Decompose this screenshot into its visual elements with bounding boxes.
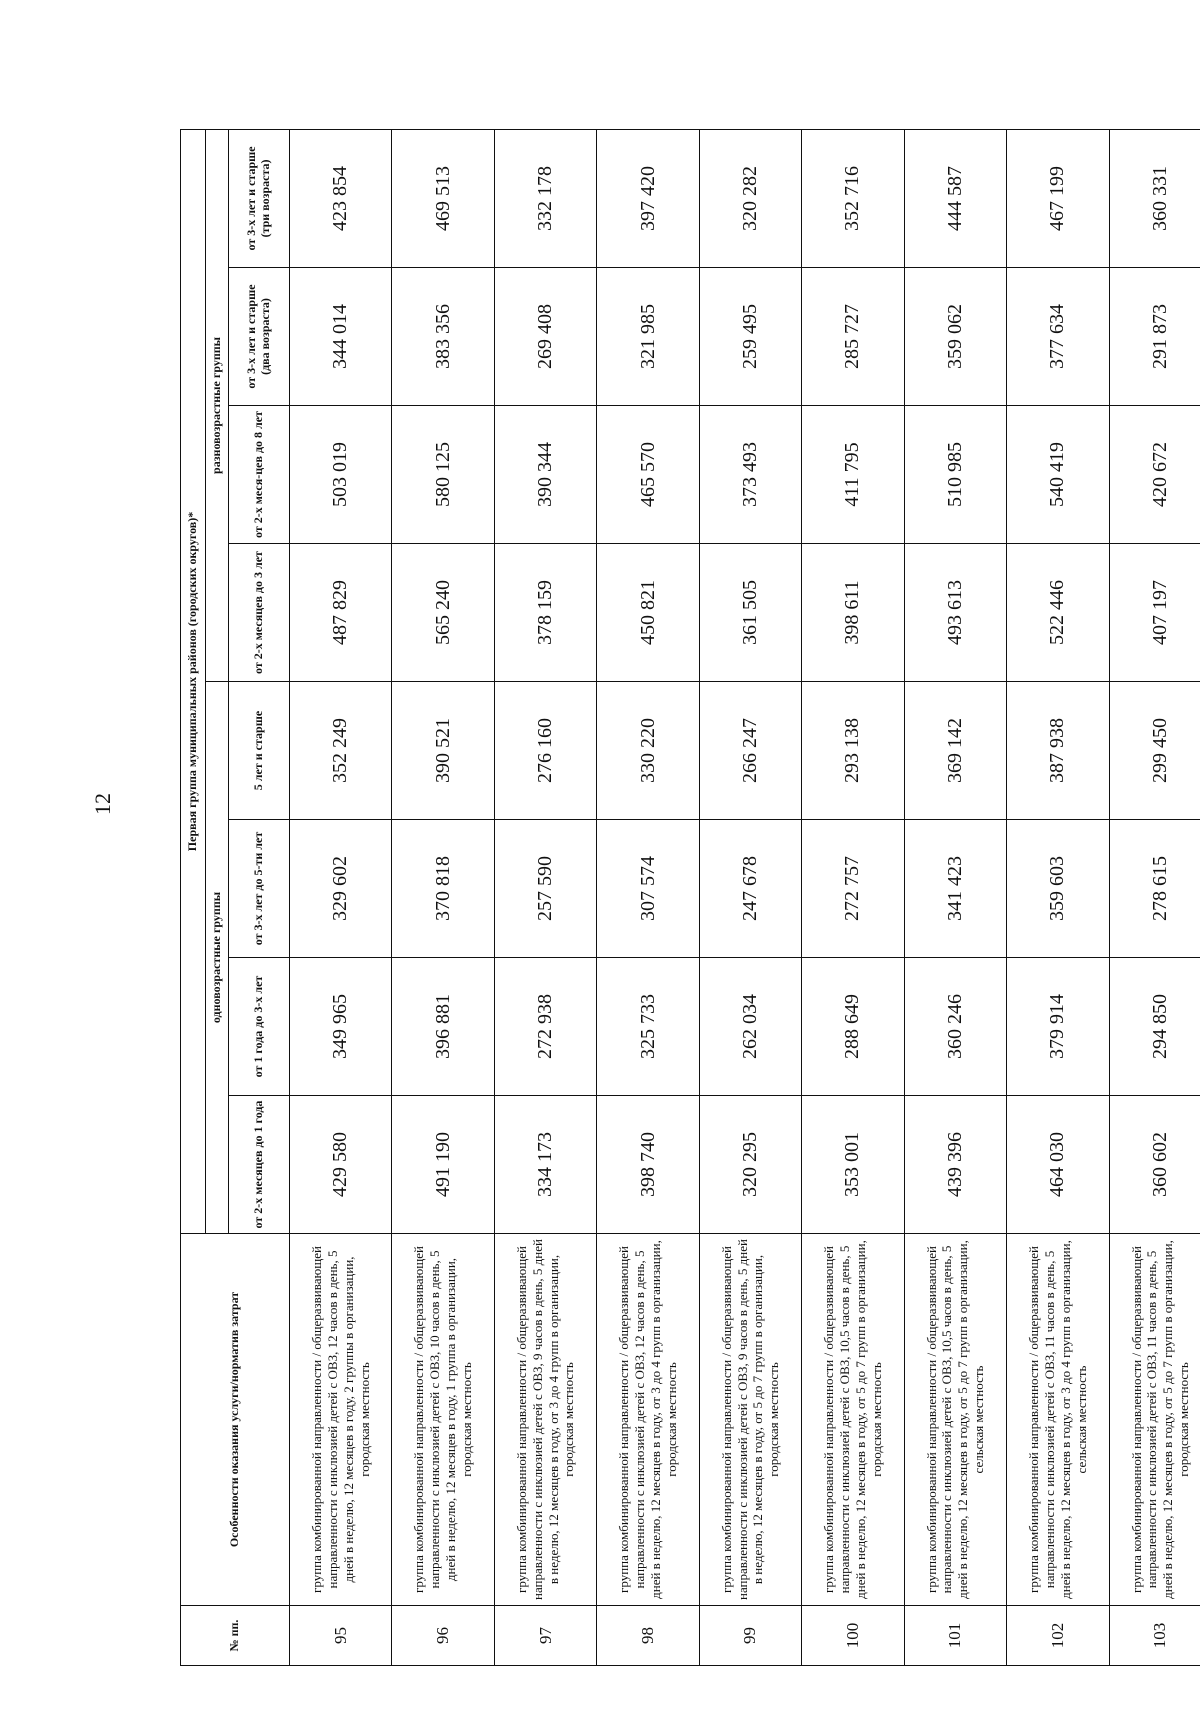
cost-value-cell: 580 125 (392, 406, 494, 544)
cost-value-cell: 294 850 (1109, 958, 1200, 1096)
row-description: группа комбинированной направленности / общеразвивающей направленности с инклюзией детей с ОВЗ, 12 часов в день, 5 дней в неделю, 12 месяцев в году, от 3 до 4 групп в организации, городская местность (597, 1234, 699, 1606)
cost-value-cell: 369 142 (904, 682, 1006, 820)
row-description: группа комбинированной направленности / общеразвивающей направленности с инклюзией детей с ОВЗ, 10,5 часов в день, 5 дней в неделю, 12 месяцев в году, от 5 до 7 групп в организации, сельская местность (904, 1234, 1006, 1606)
row-number: 99 (699, 1606, 801, 1666)
cost-value-cell: 467 199 (1007, 129, 1109, 267)
column-header: от 2-х месяцев до 1 года (229, 1096, 290, 1234)
header-mixed-age-groups: разновозрастные группы (206, 129, 229, 681)
cost-value-cell: 352 716 (802, 129, 904, 267)
row-number: 97 (494, 1606, 596, 1666)
row-description: группа комбинированной направленности / общеразвивающей направленности с инклюзией детей с ОВЗ, 9 часов в день, 5 дней в неделю, 12 месяцев в году, от 5 до 7 групп в организации, городская местность (699, 1234, 801, 1606)
table-row (597, 129, 699, 1665)
cost-value-cell: 370 818 (392, 820, 494, 958)
cost-value-cell: 493 613 (904, 544, 1006, 682)
cost-value-cell: 464 030 (1007, 1096, 1109, 1234)
cost-value-cell: 398 611 (802, 544, 904, 682)
column-header: от 3-х лет до 5-ти лет (229, 820, 290, 958)
column-header: от 2-х месяцев до 3 лет (229, 544, 290, 682)
column-header: от 3-х лет и старше (два возраста) (229, 268, 290, 406)
row-number: 95 (290, 1606, 392, 1666)
cost-value-cell: 321 985 (597, 268, 699, 406)
cost-value-cell: 247 678 (699, 820, 801, 958)
cost-value-cell: 272 757 (802, 820, 904, 958)
rotated-page-content (180, 130, 1200, 1666)
cost-value-cell: 396 881 (392, 958, 494, 1096)
row-number: 103 (1109, 1606, 1200, 1666)
cost-value-cell: 429 580 (290, 1096, 392, 1234)
cost-value-cell: 257 590 (494, 820, 596, 958)
column-header: 5 лет и старше (229, 682, 290, 820)
cost-value-cell: 285 727 (802, 268, 904, 406)
header-region-group: Первая группа муниципальных районов (городских округов)* (181, 129, 206, 1233)
table-row (904, 129, 1006, 1665)
cost-value-cell: 439 396 (904, 1096, 1006, 1234)
cost-value-cell: 360 331 (1109, 129, 1200, 267)
cost-value-cell: 407 197 (1109, 544, 1200, 682)
row-description: группа комбинированной направленности / общеразвивающей направленности с инклюзией детей с ОВЗ, 10,5 часов в день, 5 дней в неделю, 12 месяцев в году, от 5 до 7 групп в организации, городская местность (802, 1234, 904, 1606)
cost-value-cell: 293 138 (802, 682, 904, 820)
cost-value-cell: 349 965 (290, 958, 392, 1096)
cost-value-cell: 522 446 (1007, 544, 1109, 682)
cost-value-cell: 332 178 (494, 129, 596, 267)
cost-value-cell: 291 873 (1109, 268, 1200, 406)
table-row (392, 129, 494, 1665)
row-number: 100 (802, 1606, 904, 1666)
table-body (290, 129, 1200, 1665)
table-row (1007, 129, 1109, 1665)
cost-value-cell: 325 733 (597, 958, 699, 1096)
header-single-age-groups: одновозрастные группы (206, 682, 229, 1234)
cost-value-cell: 387 938 (1007, 682, 1109, 820)
cost-value-cell: 398 740 (597, 1096, 699, 1234)
cost-value-cell: 307 574 (597, 820, 699, 958)
column-header: от 1 года до 3-х лет (229, 958, 290, 1096)
cost-value-cell: 450 821 (597, 544, 699, 682)
cost-value-cell: 465 570 (597, 406, 699, 544)
cost-value-cell: 383 356 (392, 268, 494, 406)
cost-value-cell: 353 001 (802, 1096, 904, 1234)
row-description: группа комбинированной направленности / общеразвивающей направленности с инклюзией детей с ОВЗ, 12 часов в день, 5 дней в неделю, 12 месяцев в году, 2 группы в организации, городская местность (290, 1234, 392, 1606)
cost-value-cell: 377 634 (1007, 268, 1109, 406)
column-header: от 2-х меся-цев до 8 лет (229, 406, 290, 544)
cost-value-cell: 278 615 (1109, 820, 1200, 958)
cost-value-cell: 299 450 (1109, 682, 1200, 820)
table-row (699, 129, 801, 1665)
cost-norms-table (180, 129, 1200, 1666)
cost-value-cell: 540 419 (1007, 406, 1109, 544)
cost-value-cell: 444 587 (904, 129, 1006, 267)
cost-value-cell: 487 829 (290, 544, 392, 682)
row-number: 101 (904, 1606, 1006, 1666)
cost-value-cell: 361 505 (699, 544, 801, 682)
row-description: группа комбинированной направленности / общеразвивающей направленности с инклюзией детей с ОВЗ, 11 часов в день, 5 дней в неделю, 12 месяцев в году, от 3 до 4 групп в организации, сельская местность (1007, 1234, 1109, 1606)
cost-value-cell: 503 019 (290, 406, 392, 544)
cost-value-cell: 359 603 (1007, 820, 1109, 958)
table-row (494, 129, 596, 1665)
cost-value-cell: 360 602 (1109, 1096, 1200, 1234)
cost-value-cell: 359 062 (904, 268, 1006, 406)
cost-value-cell: 344 014 (290, 268, 392, 406)
row-number: 102 (1007, 1606, 1109, 1666)
row-number: 98 (597, 1606, 699, 1666)
header-number: № пп. (181, 1606, 290, 1666)
cost-value-cell: 341 423 (904, 820, 1006, 958)
row-description: группа комбинированной направленности / общеразвивающей направленности с инклюзией детей с ОВЗ, 9 часов в день, 5 дней в неделю, 12 месяцев в году, от 3 до 4 групп в организации, городская местность (494, 1234, 596, 1606)
page-number: 12 (90, 793, 115, 815)
cost-value-cell: 269 408 (494, 268, 596, 406)
table-row (290, 129, 392, 1665)
cost-value-cell: 330 220 (597, 682, 699, 820)
cost-value-cell: 420 672 (1109, 406, 1200, 544)
cost-value-cell: 288 649 (802, 958, 904, 1096)
cost-value-cell: 491 190 (392, 1096, 494, 1234)
header-description: Особенности оказания услуги/норматив затрат (181, 1234, 290, 1606)
cost-value-cell: 411 795 (802, 406, 904, 544)
column-header: от 3-х лет и старше (три возраста) (229, 129, 290, 267)
cost-value-cell: 352 249 (290, 682, 392, 820)
cost-value-cell: 266 247 (699, 682, 801, 820)
row-description: группа комбинированной направленности / общеразвивающей направленности с инклюзией детей с ОВЗ, 10 часов в день, 5 дней в неделю, 12 месяцев в году, 1 группа в организации, городская местность (392, 1234, 494, 1606)
cost-value-cell: 510 985 (904, 406, 1006, 544)
cost-value-cell: 390 521 (392, 682, 494, 820)
cost-value-cell: 565 240 (392, 544, 494, 682)
cost-value-cell: 329 602 (290, 820, 392, 958)
cost-value-cell: 378 159 (494, 544, 596, 682)
cost-value-cell: 276 160 (494, 682, 596, 820)
cost-value-cell: 272 938 (494, 958, 596, 1096)
cost-value-cell: 262 034 (699, 958, 801, 1096)
cost-value-cell: 397 420 (597, 129, 699, 267)
cost-value-cell: 320 295 (699, 1096, 801, 1234)
table-row (1109, 129, 1200, 1665)
row-number: 96 (392, 1606, 494, 1666)
cost-value-cell: 259 495 (699, 268, 801, 406)
cost-value-cell: 360 246 (904, 958, 1006, 1096)
cost-value-cell: 379 914 (1007, 958, 1109, 1096)
cost-value-cell: 320 282 (699, 129, 801, 267)
cost-value-cell: 469 513 (392, 129, 494, 267)
row-description: группа комбинированной направленности / общеразвивающей направленности с инклюзией детей с ОВЗ, 11 часов в день, 5 дней в неделю, 12 месяцев в году, от 5 до 7 групп в организации, городская местность (1109, 1234, 1200, 1606)
cost-value-cell: 373 493 (699, 406, 801, 544)
table-row (802, 129, 904, 1665)
cost-value-cell: 423 854 (290, 129, 392, 267)
cost-value-cell: 390 344 (494, 406, 596, 544)
cost-value-cell: 334 173 (494, 1096, 596, 1234)
